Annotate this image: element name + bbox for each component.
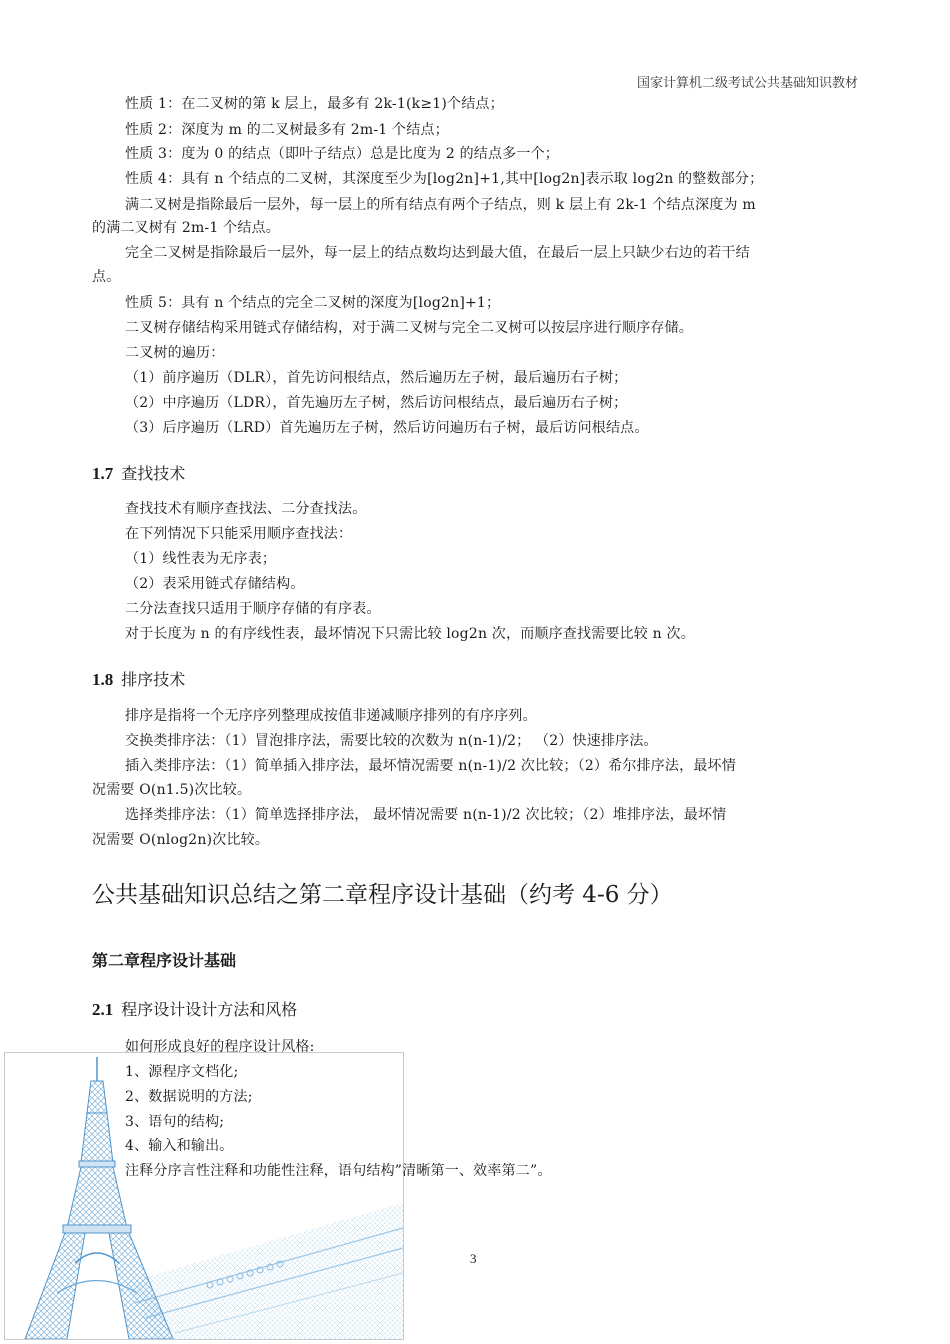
traversal-heading: 二叉树的遍历： — [125, 345, 225, 361]
section-2-1-heading — [92, 999, 297, 1021]
sort-line-2: 交换类排序法：（1）冒泡排序法，需要比较的次数为 n(n-1)/2； （2）快速排序法。 — [125, 733, 658, 749]
full-tree-line-2: 的满二叉树有 2m-1 个结点。 — [92, 220, 280, 236]
style-line-4: 3、语句的结构; — [125, 1114, 225, 1130]
section-number: 1.7 — [92, 464, 114, 483]
sort-line-3b: 况需要 O(n1.5)次比较。 — [92, 782, 252, 798]
traversal-preorder: （1）前序遍历（DLR），首先访问根结点，然后遍历左子树，最后遍历右子树； — [125, 370, 628, 386]
full-tree-line-1: 满二叉树是指除最后一层外，每一层上的所有结点有两个子结点，则 k 层上有 2k-1 个结点深度为 m — [125, 197, 756, 213]
property-5: 性质 5：具有 n 个结点的完全二叉树的深度为[log2n]+1； — [125, 295, 501, 311]
property-4: 性质 4：具有 n 个结点的二叉树，其深度至少为[log2n]+1,其中[log2n]表示取 log2n 的整数部分； — [125, 171, 764, 187]
chapter-summary-title: 公共基础知识总结之第二章程序设计基础（约考 4-6 分） — [92, 882, 673, 908]
traversal-inorder: （2）中序遍历（LDR），首先遍历左子树，然后访问根结点，最后遍历右子树； — [125, 395, 628, 411]
section-1-8-heading — [92, 669, 185, 691]
style-line-6: 注释分序言性注释和功能性注释，语句结构”清晰第一、效率第二”。 — [125, 1163, 552, 1179]
page-header: 国家计算机二级考试公共基础知识教材 — [636, 76, 858, 91]
style-line-1: 如何形成良好的程序设计风格: — [125, 1039, 315, 1055]
sort-line-3a: 插入类排序法：（1）简单插入排序法，最坏情况需要 n(n-1)/2 次比较；（2）希尔排序法，最坏情 — [125, 758, 736, 774]
section-title: 程序设计设计方法和风格 — [121, 1000, 298, 1019]
sort-line-4b: 况需要 O(nlog2n)次比较。 — [92, 832, 270, 848]
section-number: 2.1 — [92, 1000, 114, 1019]
search-line-2: 在下列情况下只能采用顺序查找法： — [125, 526, 353, 542]
search-line-1: 查找技术有顺序查找法、二分查找法。 — [125, 501, 367, 517]
section-title: 排序技术 — [121, 670, 186, 689]
section-number: 1.8 — [92, 670, 114, 689]
complete-tree-line-1: 完全二叉树是指除最后一层外，每一层上的结点数均达到最大值，在最后一层上只缺少右边的若干结 — [125, 245, 750, 261]
search-line-3: （1）线性表为无序表； — [125, 551, 277, 567]
property-1: 性质 1：在二叉树的第 k 层上，最多有 2k-1(k≥1)个结点； — [125, 96, 504, 112]
sort-line-1: 排序是指将一个无序序列整理成按值非递减顺序排列的有序序列。 — [125, 708, 537, 724]
search-line-6: 对于长度为 n 的有序线性表，最坏情况下只需比较 log2n 次，而顺序查找需要比较 n 次。 — [125, 626, 695, 642]
traversal-postorder: （3）后序遍历（LRD）首先遍历左子树，然后访问遍历右子树，最后访问根结点。 — [125, 420, 649, 436]
search-line-5: 二分法查找只适用于顺序存储的有序表。 — [125, 601, 381, 617]
property-3: 性质 3：度为 0 的结点（即叶子结点）总是比度为 2 的结点多一个； — [125, 146, 559, 162]
style-line-3: 2、数据说明的方法; — [125, 1089, 253, 1105]
property-2: 性质 2：深度为 m 的二叉树最多有 2m-1 个结点； — [125, 122, 449, 138]
storage-line: 二叉树存储结构采用链式存储结构，对于满二叉树与完全二叉树可以按层序进行顺序存储。 — [125, 320, 693, 336]
search-line-4: （2）表采用链式存储结构。 — [125, 576, 305, 592]
section-1-7-heading — [92, 463, 185, 485]
section-title: 查找技术 — [121, 464, 186, 483]
style-line-5: 4、输入和输出。 — [125, 1138, 234, 1154]
complete-tree-line-2: 点。 — [92, 269, 121, 285]
sort-line-4a: 选择类排序法：（1）简单选择排序法， 最坏情况需要 n(n-1)/2 次比较；（2）堆排序法，最坏情 — [125, 807, 727, 823]
page-number: 3 — [470, 1251, 477, 1266]
style-line-2: 1、源程序文档化; — [125, 1064, 239, 1080]
chapter-heading: 第二章程序设计基础 — [92, 951, 237, 970]
